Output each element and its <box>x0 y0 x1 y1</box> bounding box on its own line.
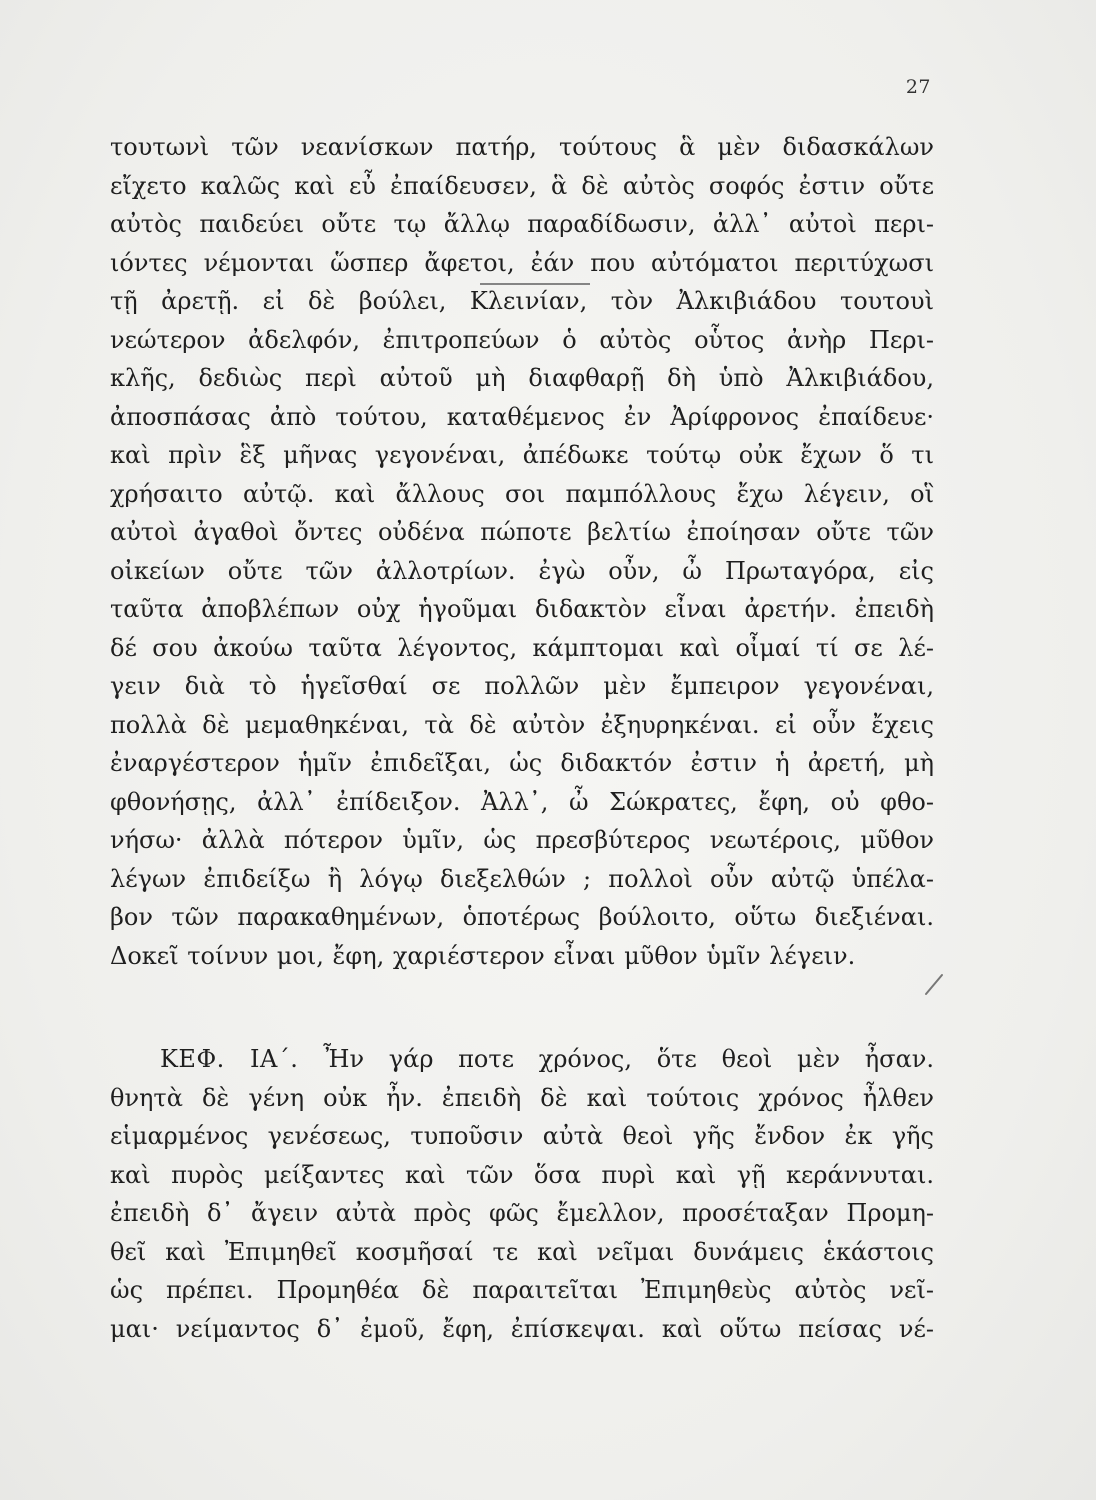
chapter-heading: ΚΕΦ. ΙΑ΄. <box>160 1045 299 1073</box>
text-line: ταῦτα ἀποβλέπων οὐχ ἡγοῦμαι διδακτὸν εἶναι ἀρετήν. ἐπειδὴ <box>110 595 934 623</box>
text-line: μαι· νείμαντος δ᾽ ἐμοῦ, ἔφη, ἐπίσκεψαι. καὶ οὕτω πείσας νέ- <box>110 1314 934 1343</box>
pencil-tick-mark <box>922 972 946 996</box>
text-line: χρήσαιτο αὐτῷ. καὶ ἄλλους σοι παμπόλλους ἔχω λέγειν, οἳ <box>110 479 934 508</box>
text-line: αὐτοὶ ἀγαθοὶ ὄντες οὐδένα πώποτε βελτίω ἐποίησαν οὔτε τῶν <box>110 518 934 546</box>
text-line: νήσω· ἀλλὰ πότερον ὑμῖν, ὡς πρεσβύτερος νεωτέροις, μῦθον <box>110 826 934 854</box>
text-line: βον τῶν παρακαθημένων, ὁποτέρως βούλοιτο, οὕτω διεξιέναι. <box>110 903 934 931</box>
text-line: κλῆς, δεδιὼς περὶ αὐτοῦ μὴ διαφθαρῇ δὴ ὑπὸ Ἀλκιβιάδου, <box>110 364 934 392</box>
text-line: φθονήσῃς, ἀλλ᾽ ἐπίδειξον. Ἀλλ᾽, ὦ Σώκρατες, ἔφη, οὐ φθο- <box>110 787 934 816</box>
chapter-first-line-text: Ἦν γάρ ποτε χρόνος, ὅτε θεοὶ μὲν ἦσαν. <box>323 1045 934 1073</box>
text-line: καὶ πρὶν ἓξ μῆνας γεγονέναι, ἀπέδωκε τούτῳ οὐκ ἔχων ὅ τι <box>110 441 934 469</box>
text-line: ἐναργέστερον ἡμῖν ἐπιδεῖξαι, ὡς διδακτόν ἐστιν ἡ ἀρετή, μὴ <box>110 749 934 777</box>
chapter-first-line <box>110 1040 934 1079</box>
text-line: ὡς πρέπει. Προμηθέα δὲ παραιτεῖται Ἐπιμηθεὺς αὐτὸς νεῖ- <box>110 1276 934 1304</box>
paragraph-1 <box>110 128 934 975</box>
text-line: αὐτὸς παιδεύει οὔτε τῳ ἄλλῳ παραδίδωσιν, ἀλλ᾽ αὐτοὶ περι- <box>110 210 934 238</box>
text-line: θεῖ καὶ Ἐπιμηθεῖ κοσμῆσαί τε καὶ νεῖμαι δυνάμεις ἑκάστοις <box>110 1237 934 1266</box>
text-line: οἰκείων οὔτε τῶν ἀλλοτρίων. ἐγὼ οὖν, ὦ Πρωταγόρα, εἰς <box>110 556 934 585</box>
text-line: πολλὰ δὲ μεμαθηκέναι, τὰ δὲ αὐτὸν ἐξηυρηκέναι. εἰ οὖν ἔχεις <box>110 710 934 739</box>
page-number: 27 <box>905 76 931 98</box>
text-line: θνητὰ δὲ γένη οὐκ ἦν. ἐπειδὴ δὲ καὶ τούτοις χρόνος ἦλθεν <box>110 1083 934 1112</box>
text-line: καὶ πυρὸς μείξαντες καὶ τῶν ὅσα πυρὶ καὶ γῇ κεράννυται. <box>110 1160 934 1189</box>
pencil-underline <box>480 283 590 285</box>
text-line: ἐπειδὴ δ᾽ ἄγειν αὐτὰ πρὸς φῶς ἔμελλον, προσέταξαν Προμη- <box>110 1199 934 1227</box>
text-line: ιόντες νέμονται ὥσπερ ἄφετοι, ἐάν που αὐτόματοι περιτύχωσι <box>110 248 934 277</box>
text-line: τουτωνὶ τῶν νεανίσκων πατήρ, τούτους ἃ μὲν διδασκάλων <box>110 133 934 161</box>
text-line: δέ σου ἀκούω ταῦτα λέγοντος, κάμπτομαι καὶ οἶμαί τί σε λέ- <box>110 633 934 662</box>
text-line: εἴχετο καλῶς καὶ εὖ ἐπαίδευσεν, ἃ δὲ αὐτὸς σοφός ἐστιν οὔτε <box>110 171 934 200</box>
text-line: εἱμαρμένος γενέσεως, τυποῦσιν αὐτὰ θεοὶ γῆς ἔνδον ἐκ γῆς <box>110 1122 934 1150</box>
text-line: γειν διὰ τὸ ἡγεῖσθαί σε πολλῶν μὲν ἔμπειρον γεγονέναι, <box>110 672 934 700</box>
text-line: λέγων ἐπιδείξω ἢ λόγῳ διεξελθών ; πολλοὶ οὖν αὐτῷ ὑπέλα- <box>110 864 934 893</box>
text-line: Δοκεῖ τοίνυν μοι, ἔφη, χαριέστερον εἶναι μῦθον ὑμῖν λέγειν. <box>110 941 856 970</box>
chapter-section <box>110 1040 934 1348</box>
text-line: τῇ ἀρετῇ. εἰ δὲ βούλει, Κλεινίαν, τὸν Ἀλκιβιάδου τουτουὶ <box>110 287 934 315</box>
text-line: νεώτερον ἀδελφόν, ἐπιτροπεύων ὁ αὐτὸς οὗτος ἀνὴρ Περι- <box>110 325 934 354</box>
text-line: ἀποσπάσας ἀπὸ τούτου, καταθέμενος ἐν Ἀρίφρονος ἐπαίδευε· <box>110 402 934 431</box>
